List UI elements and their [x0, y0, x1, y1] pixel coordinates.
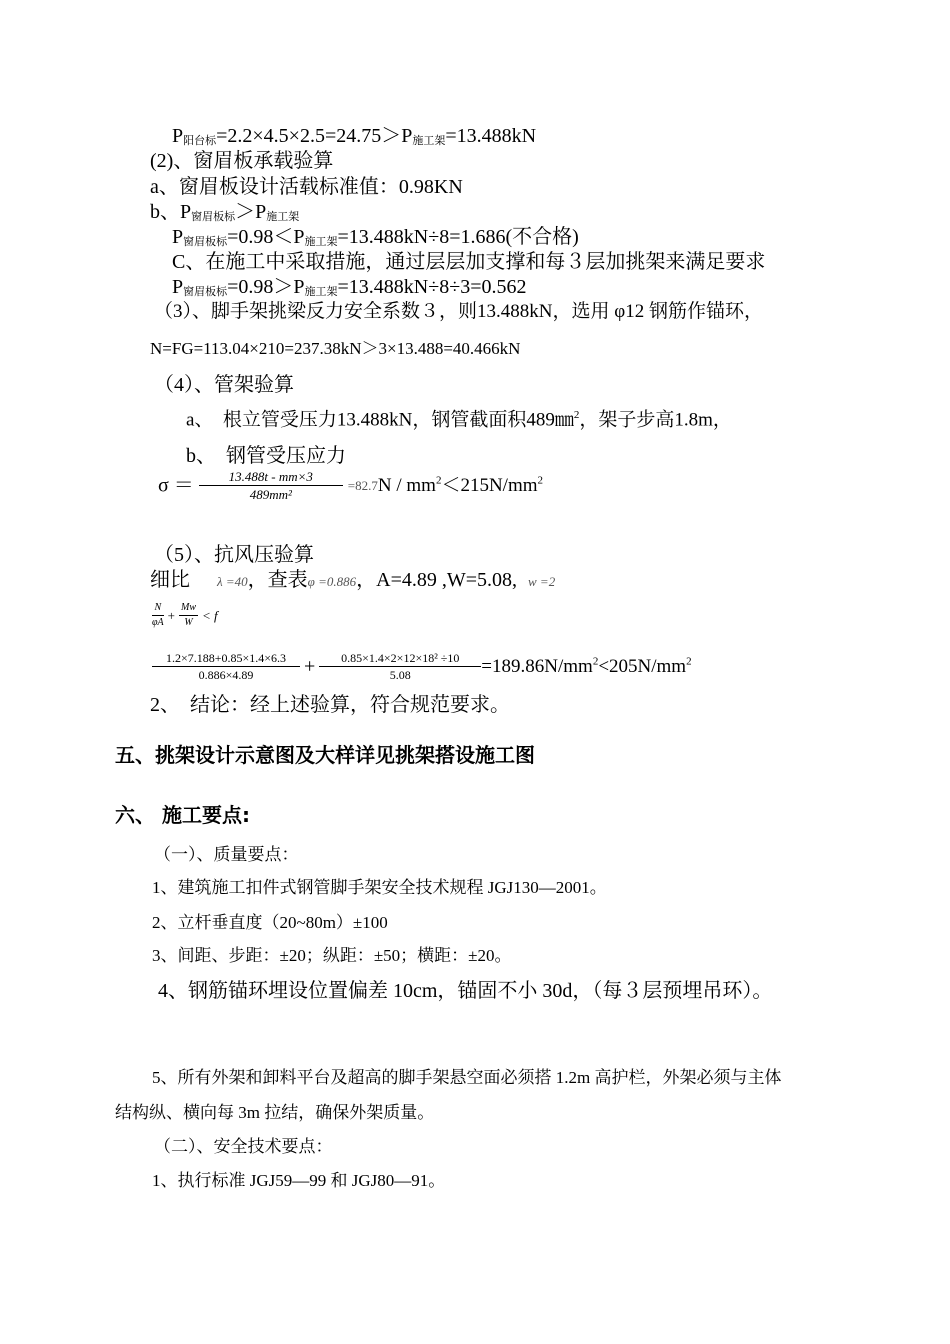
window-lintel-heading: (2)、窗眉板承载验算: [150, 150, 334, 172]
subscript: 施工架: [304, 236, 338, 248]
live-load-line: a、窗眉板设计活载标准值：0.98KN: [150, 176, 463, 198]
fraction-denominator: 489mm²: [249, 487, 292, 502]
subscript: 窗眉板标: [183, 286, 228, 298]
text: N / mm: [377, 475, 436, 497]
fraction-denominator: 5.08: [389, 668, 411, 682]
comparison-line-b: [150, 202, 299, 222]
text: ，查表: [247, 569, 308, 591]
text: a、 根立管受压力13.488kN，钢管截面积489㎜: [186, 409, 574, 431]
quality-item-3: 3、间距、步距：±20；纵距：±50；横距：±20。: [152, 946, 512, 965]
subscript: 施工架: [304, 286, 338, 298]
quality-item-4: 4、钢筋锚环埋设位置偏差 10cm，锚固不小 30d，（每３层预埋吊环）。: [158, 980, 773, 1002]
superscript: 2: [435, 474, 442, 487]
plus-sign: +: [167, 608, 175, 623]
text: ，架子步高1.8m，: [579, 409, 732, 431]
fraction-numerator: Mw: [179, 603, 198, 616]
wind-result-formula: [152, 652, 692, 681]
text: <205N/mm: [598, 656, 687, 678]
anchor-force-line: N=FG=113.04×210=237.38kN＞3×13.488=40.466kN: [150, 339, 521, 358]
superscript: 2: [592, 655, 599, 668]
stress-fraction: [199, 470, 343, 501]
stress-formula: [158, 470, 543, 522]
sigma-symbol: σ ＝: [158, 474, 194, 497]
text: P: [172, 226, 184, 248]
quality-subtitle: （一）、质量要点：: [154, 845, 299, 864]
stability-formula: [152, 603, 218, 628]
text: ＜215N/mm: [441, 475, 538, 497]
phi-value: φ =0.886: [307, 574, 357, 589]
quality-item-1: 1、建筑施工扣件式钢管脚手架安全技术规程 JGJ130—2001。: [152, 878, 607, 897]
lambda-value: λ =40: [217, 574, 248, 589]
text: =13.488kN: [445, 125, 537, 147]
text: b、P: [150, 201, 192, 223]
fraction-numerator: N: [152, 603, 164, 616]
lintel-check-line: [172, 227, 579, 247]
pipe-pressure-line: [186, 410, 732, 429]
section-five-title: 五、挑架设计示意图及大样详见挑架搭设施工图: [115, 743, 535, 767]
text: =2.2×4.5×2.5=24.75＞P: [216, 125, 413, 147]
text: =0.98＜P: [227, 226, 305, 248]
quality-item-2: 2、立杆垂直度（20~80m）±100: [152, 913, 388, 932]
stress-value: =82.7: [347, 478, 378, 493]
less-than-f: < f: [201, 608, 218, 623]
section-six-title: 六、 施工要点:: [115, 803, 250, 827]
wind-check-heading: （5）、抗风压验算: [154, 544, 314, 566]
subscript: 施工架: [266, 211, 300, 223]
quality-item-5-line2: 结构纵、横向每 3m 拉结，确保外架质量。: [115, 1103, 435, 1122]
n-fraction: [152, 603, 164, 628]
subscript: 施工架: [412, 135, 446, 147]
safety-subtitle: （二）、安全技术要点：: [154, 1137, 333, 1156]
superscript: 2: [537, 474, 543, 487]
anchor-ring-line: （3）、脚手架挑梁反力安全系数３，则13.488kN，选用 φ12 钢筋作锚环，: [154, 301, 763, 322]
text: =0.98＞P: [227, 276, 305, 298]
fraction-numerator: 0.85×1.4×2×12×18² ÷10: [319, 652, 481, 667]
text: =189.86N/mm: [481, 656, 593, 678]
quality-item-5-line1: 5、所有外架和卸料平台及超高的脚手架悬空面必须搭 1.2m 高护栏，外架必须与主体: [152, 1068, 782, 1087]
text: P: [172, 276, 184, 298]
conclusion-line: 2、 结论：经上述验算，符合规范要求。: [150, 694, 510, 716]
text: 细比: [150, 569, 190, 591]
fraction-denominator: 0.886×4.89: [198, 668, 254, 682]
pipe-stress-heading: b、 钢管受压应力: [186, 445, 346, 467]
text: P: [172, 125, 184, 147]
text: ＞P: [235, 201, 267, 223]
fraction-denominator: W: [184, 617, 193, 628]
m-fraction: [179, 603, 198, 628]
measure-line-c: C、在施工中采取措施，通过层层加支撑和每３层加挑架来满足要求: [172, 251, 766, 273]
text: =13.488kN÷8÷3=0.562: [337, 276, 527, 298]
fraction-numerator: 13.488t - mm×3: [199, 470, 343, 486]
lintel-recheck-line: [172, 277, 527, 297]
fraction-denominator: φA: [152, 617, 164, 628]
second-fraction: [319, 652, 481, 681]
safety-item-1: 1、执行标准 JGJ59—99 和 JGJ80—91。: [152, 1171, 446, 1190]
balcony-load-line: [172, 126, 536, 146]
plus-sign: +: [304, 655, 316, 678]
w-value: w =2: [528, 574, 556, 589]
subscript: 窗眉板标: [183, 236, 228, 248]
subscript: 阳台标: [183, 135, 217, 147]
subscript: 窗眉板标: [191, 211, 236, 223]
pipe-check-heading: （4）、管架验算: [154, 374, 294, 396]
text: =13.488kN÷8=1.686(不合格): [337, 226, 579, 248]
text: ，A=4.89 ,W=5.08,: [356, 569, 518, 591]
slenderness-line: [150, 570, 555, 590]
superscript: 2: [686, 655, 692, 668]
superscript: 2: [573, 409, 580, 421]
first-fraction: [152, 652, 300, 681]
fraction-numerator: 1.2×7.188+0.85×1.4×6.3: [152, 652, 300, 667]
